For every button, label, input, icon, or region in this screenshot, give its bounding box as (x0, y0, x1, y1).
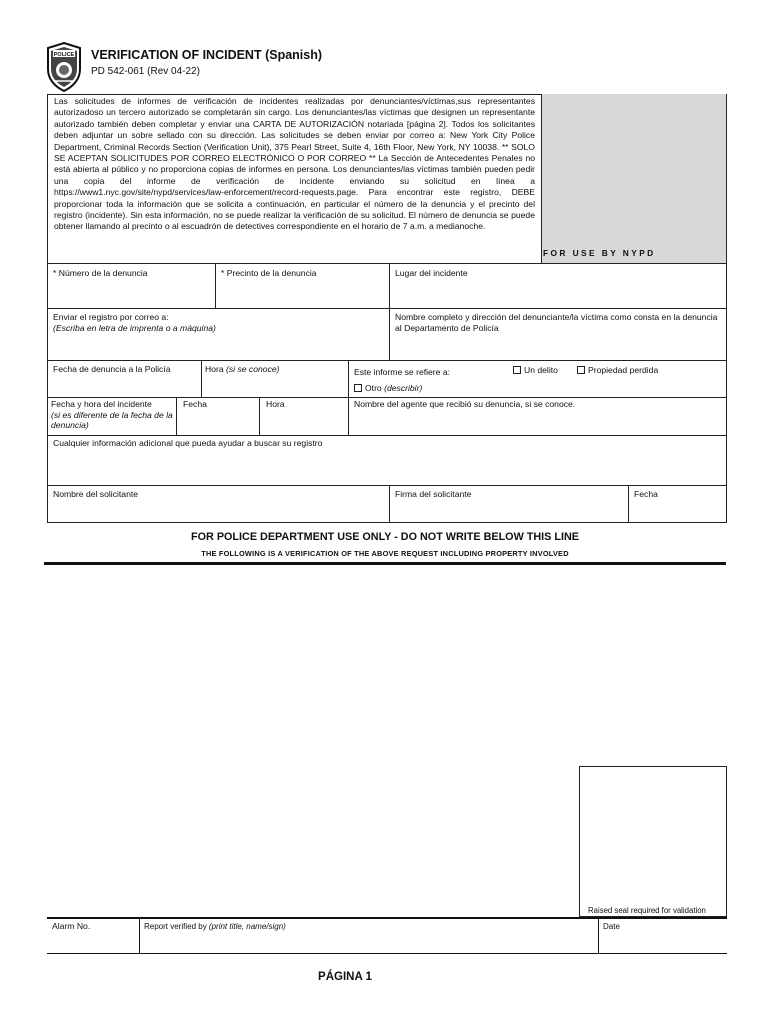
precinct-field[interactable] (215, 263, 390, 309)
applicant-signature-label: Firma del solicitante (395, 489, 472, 499)
report-time-label (202, 361, 348, 378)
crime-option[interactable] (513, 365, 558, 376)
lost-property-checkbox[interactable] (577, 366, 585, 374)
officer-name-label: Nombre del agente que recibió su denuncia, si se conoce. (354, 399, 576, 409)
nypd-badge-icon (44, 41, 84, 93)
incident-date-label: Fecha (183, 399, 207, 409)
lost-property-label: Propiedad perdida (588, 365, 659, 375)
logo-text: POLICE (53, 52, 75, 58)
time-hint: (si se conoce) (226, 364, 280, 374)
precinct-label: * Precinto de la denuncia (221, 268, 317, 278)
other-option[interactable] (354, 383, 422, 394)
footer-top-line (47, 917, 727, 919)
verification-subheading: THE FOLLOWING IS A VERIFICATION OF THE ABOVE REQUEST INCLUDING PROPERTY INVOLVED (201, 549, 569, 558)
additional-info-label: Cualquier información adicional que pueda ayudar a buscar su registro (53, 438, 323, 448)
complaint-number-label: * Número de la denuncia (53, 268, 148, 278)
officer-name-field[interactable] (348, 397, 727, 436)
complainant-name-label: Nombre completo y dirección del denunciante/la víctima como consta en la denuncia al Departamento de Policía (395, 312, 718, 333)
form-number: PD 542-061 (Rev 04-22) (91, 66, 200, 77)
report-date-label: Fecha de denuncia a la Policía (53, 364, 171, 374)
verification-date-field[interactable] (600, 933, 726, 952)
incident-time-field[interactable] (259, 397, 349, 436)
incident-location-label: Lugar del incidente (395, 268, 468, 278)
form-title: VERIFICATION OF INCIDENT (Spanish) (91, 48, 323, 62)
verified-by-hint: (print title, name/sign) (208, 922, 286, 931)
mail-to-hint: (Escriba en letra de imprenta o a máquina) (53, 322, 216, 333)
signature-date-label: Fecha (634, 489, 658, 499)
additional-info-field[interactable] (47, 435, 727, 486)
applicant-signature-field[interactable] (389, 485, 629, 523)
incident-date-field[interactable] (176, 397, 260, 436)
nypd-use-box (541, 94, 726, 263)
report-date-field[interactable] (47, 360, 202, 398)
report-time-field[interactable] (201, 360, 349, 398)
alarm-number-field[interactable] (48, 932, 138, 952)
footer-divider-1 (139, 918, 140, 954)
incident-location-field[interactable] (389, 263, 727, 309)
crime-label: Un delito (524, 365, 558, 375)
mail-to-label: Enviar el registro por correo a: (53, 312, 169, 322)
page-number: PÁGINA 1 (318, 971, 372, 983)
divider-line (44, 562, 726, 565)
seal-caption: Raised seal required for validation (588, 906, 706, 915)
instructions-text: Las solicitudes de informes de verificación de incidentes realizadas por denunciantes/víctimas,sus representantes autorizadoso un tercero autorizado se completarán sin cargo. Los denunciantes/las víctimas que designen un representante autorizado también deben completar y enviar una CARTA DE AUTORIZACIÓN notariada [página 2]. Todos los solicitantes deben adjuntar un sobre sellado con su dirección. Las solicitudes se deben enviar por correo a: New York City Police Department, Criminal Records Section (Verification Unit), 375 Pearl Street, Suite 4, 16th Floor, New York, NY 10038. ** SOLO SE ACEPTAN SOLICITUDES POR CORREO ELECTRÓNICO O POR CORREO ** La Sección de Antecedentes Penales no está abierta al público y no proporciona copias de informes en persona. Los denunciantes/las víctimas también pueden pedir una copia del informe de verificación de incidente enviando su solicitud en línea a https://www1.nyc.gov/site/nypd/services/law-enforcement/record-requests.page. Para encontrar este registro, DEBE proporcionar toda la información que se solicita a continuación, en particular el número de la denuncia y el precinto del registro (incidente). Sin esta información, no se puede realizar la verificación de su solicitud. El número de denuncia se puede obtener llamando al precinto o al escuadrón de detectives correspondiente en el horario de 7 a.m. a medianoche. (54, 96, 535, 232)
nypd-use-label: FOR USE BY NYPD (543, 248, 656, 258)
applicant-name-field[interactable] (47, 485, 390, 523)
time-prefix: Hora (205, 364, 227, 374)
signature-date-field[interactable] (628, 485, 727, 523)
other-checkbox[interactable] (354, 384, 362, 392)
incident-datetime-label: Fecha y hora del incidente (51, 399, 152, 409)
mail-to-field[interactable] (47, 308, 390, 361)
lost-property-option[interactable] (577, 365, 658, 376)
crime-checkbox[interactable] (513, 366, 521, 374)
verified-by-field[interactable] (141, 933, 597, 952)
complaint-number-field[interactable] (47, 263, 216, 309)
complainant-name-field[interactable] (389, 308, 727, 361)
refers-to-field (348, 360, 727, 398)
raised-seal-box (579, 766, 727, 917)
other-hint: (describir) (384, 383, 423, 393)
incident-datetime-field (47, 397, 177, 436)
footer-bottom-line (47, 953, 727, 954)
incident-time-label: Hora (266, 399, 285, 409)
incident-datetime-hint: (si es diferente de la fecha de la denuncia) (51, 409, 173, 430)
police-only-heading: FOR POLICE DEPARTMENT USE ONLY - DO NOT WRITE BELOW THIS LINE (191, 531, 579, 543)
alarm-number-label: Alarm No. (52, 921, 91, 931)
verified-by-prefix: Report verified by (144, 922, 209, 931)
footer-divider-2 (598, 918, 599, 954)
refers-to-label: Este informe se refiere a: (354, 367, 451, 377)
other-label: Otro (365, 383, 385, 393)
verified-by-label (144, 922, 286, 933)
applicant-name-label: Nombre del solicitante (53, 489, 139, 499)
verification-date-label: Date (603, 922, 620, 931)
